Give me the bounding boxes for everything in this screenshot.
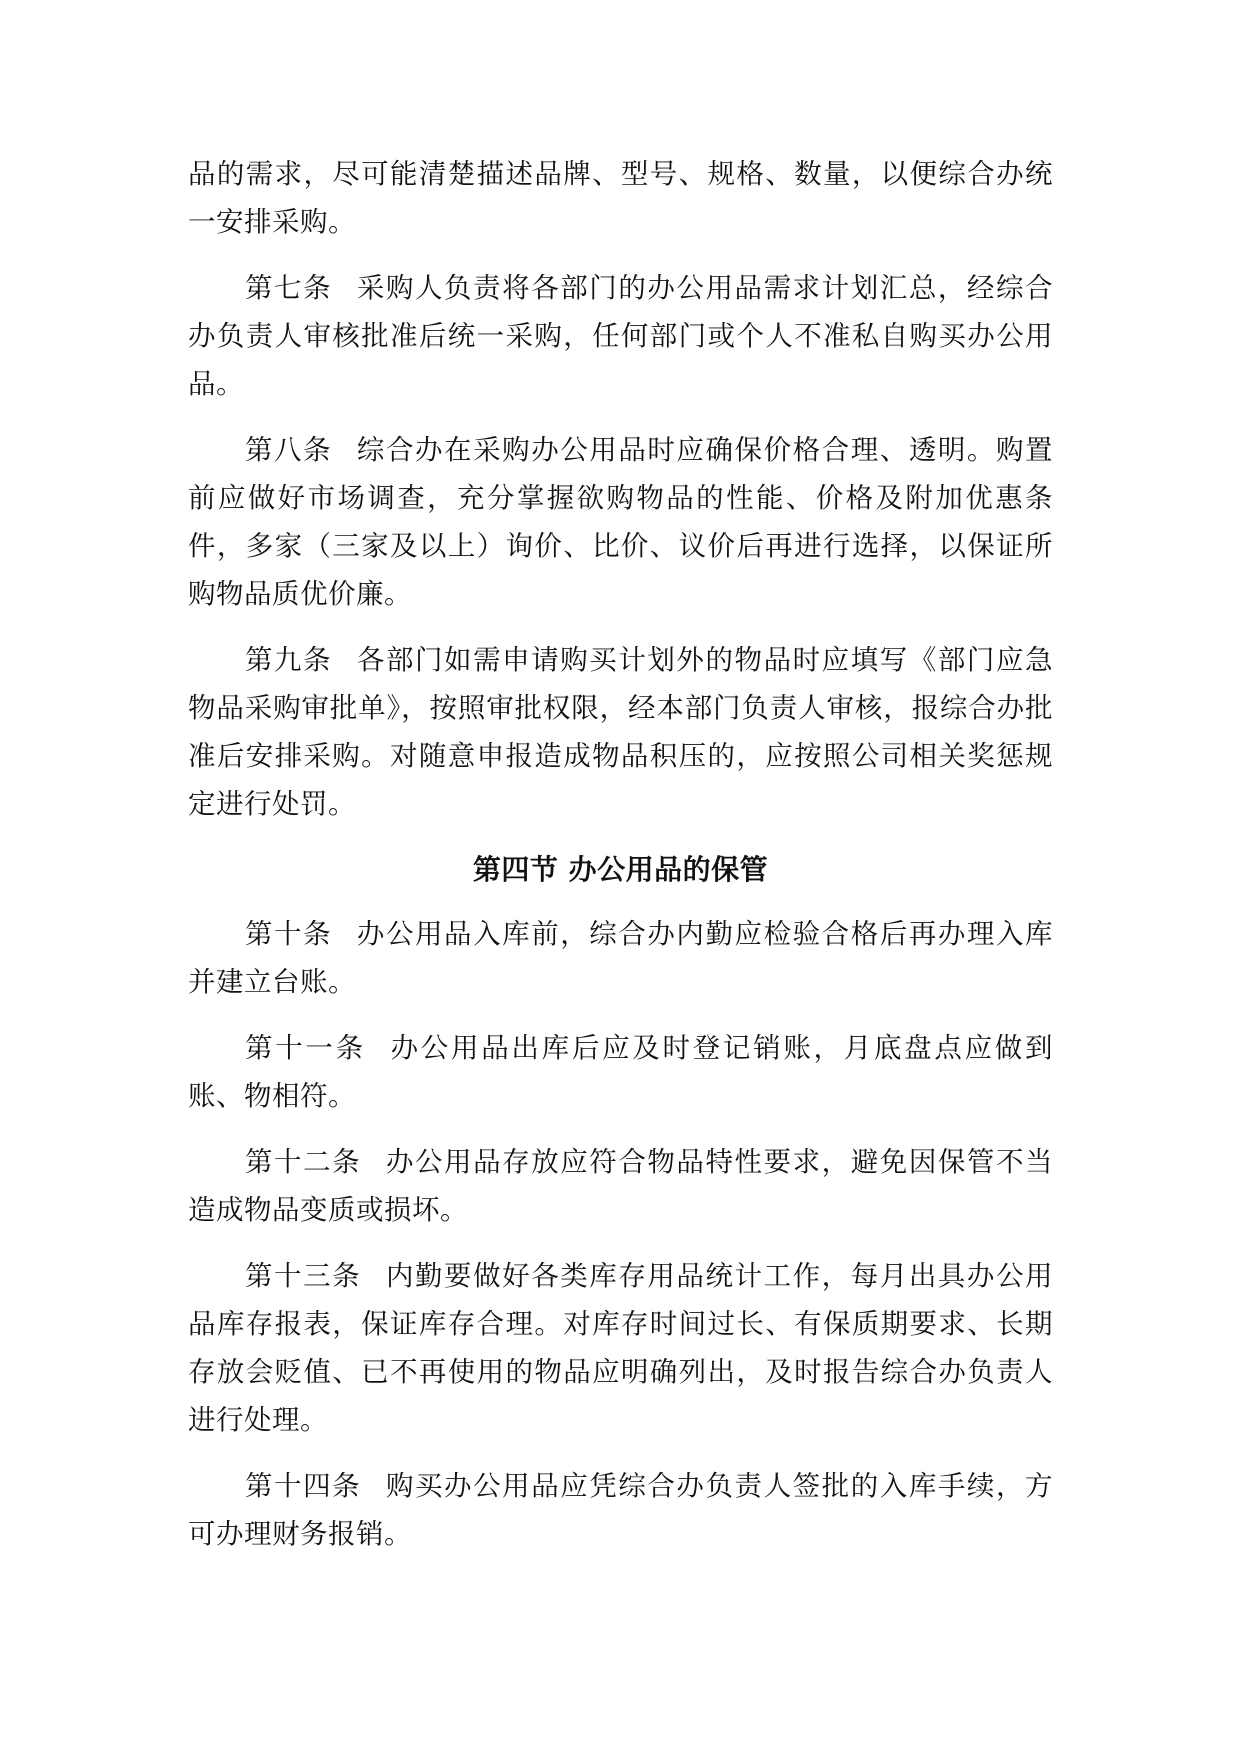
article-number: 第十三条 <box>245 1260 362 1292</box>
article-number: 第十一条 <box>245 1032 366 1064</box>
article-10 <box>188 910 1053 1006</box>
section-heading: 第四节 办公用品的保管 <box>472 853 769 886</box>
article-text: 采购人负责将各部门的办公用品需求计划汇总，经综合办负责人审核批准后统一采购，任何部门或个人不准私自购买办公用品。 <box>188 272 1054 400</box>
article-text: 办公用品存放应符合物品特性要求，避免因保管不当造成物品变质或损坏。 <box>188 1146 1054 1226</box>
article-number: 第七条 <box>245 272 333 304</box>
article-number: 第八条 <box>245 434 333 466</box>
article-text: 办公用品入库前，综合办内勤应检验合格后再办理入库并建立台账。 <box>188 918 1054 998</box>
article-text: 内勤要做好各类库存用品统计工作，每月出具办公用品库存报表，保证库存合理。对库存时间过长、有保质期要求、长期存放会贬值、已不再使用的物品应明确列出，及时报告综合办负责人进行处理。 <box>188 1260 1054 1436</box>
article-11 <box>188 1024 1053 1120</box>
article-number: 第十四条 <box>245 1470 362 1502</box>
document-body <box>188 150 1053 1576</box>
article-13 <box>188 1252 1053 1444</box>
article-12 <box>188 1138 1053 1234</box>
article-number: 第十二条 <box>245 1146 362 1178</box>
paragraph-text: 品的需求，尽可能清楚描述品牌、型号、规格、数量，以便综合办统一安排采购。 <box>188 158 1053 238</box>
article-text: 综合办在采购办公用品时应确保价格合理、透明。购置前应做好市场调查，充分掌握欲购物品的性能、价格及附加优惠条件，多家（三家及以上）询价、比价、议价后再进行选择，以保证所购物品质优价廉。 <box>188 434 1054 610</box>
article-number: 第十条 <box>245 918 333 950</box>
paragraph-continuation <box>188 150 1053 246</box>
article-number: 第九条 <box>245 644 333 676</box>
article-7 <box>188 264 1053 408</box>
article-text: 购买办公用品应凭综合办负责人签批的入库手续，方可办理财务报销。 <box>188 1470 1054 1550</box>
article-text: 办公用品出库后应及时登记销账，月底盘点应做到账、物相符。 <box>188 1032 1054 1112</box>
article-text: 各部门如需申请购买计划外的物品时应填写《部门应急物品采购审批单》，按照审批权限，经本部门负责人审核，报综合办批准后安排采购。对随意申报造成物品积压的，应按照公司相关奖惩规定进行处罚。 <box>188 644 1054 820</box>
article-9 <box>188 636 1053 828</box>
article-8 <box>188 426 1053 618</box>
article-14 <box>188 1462 1053 1558</box>
